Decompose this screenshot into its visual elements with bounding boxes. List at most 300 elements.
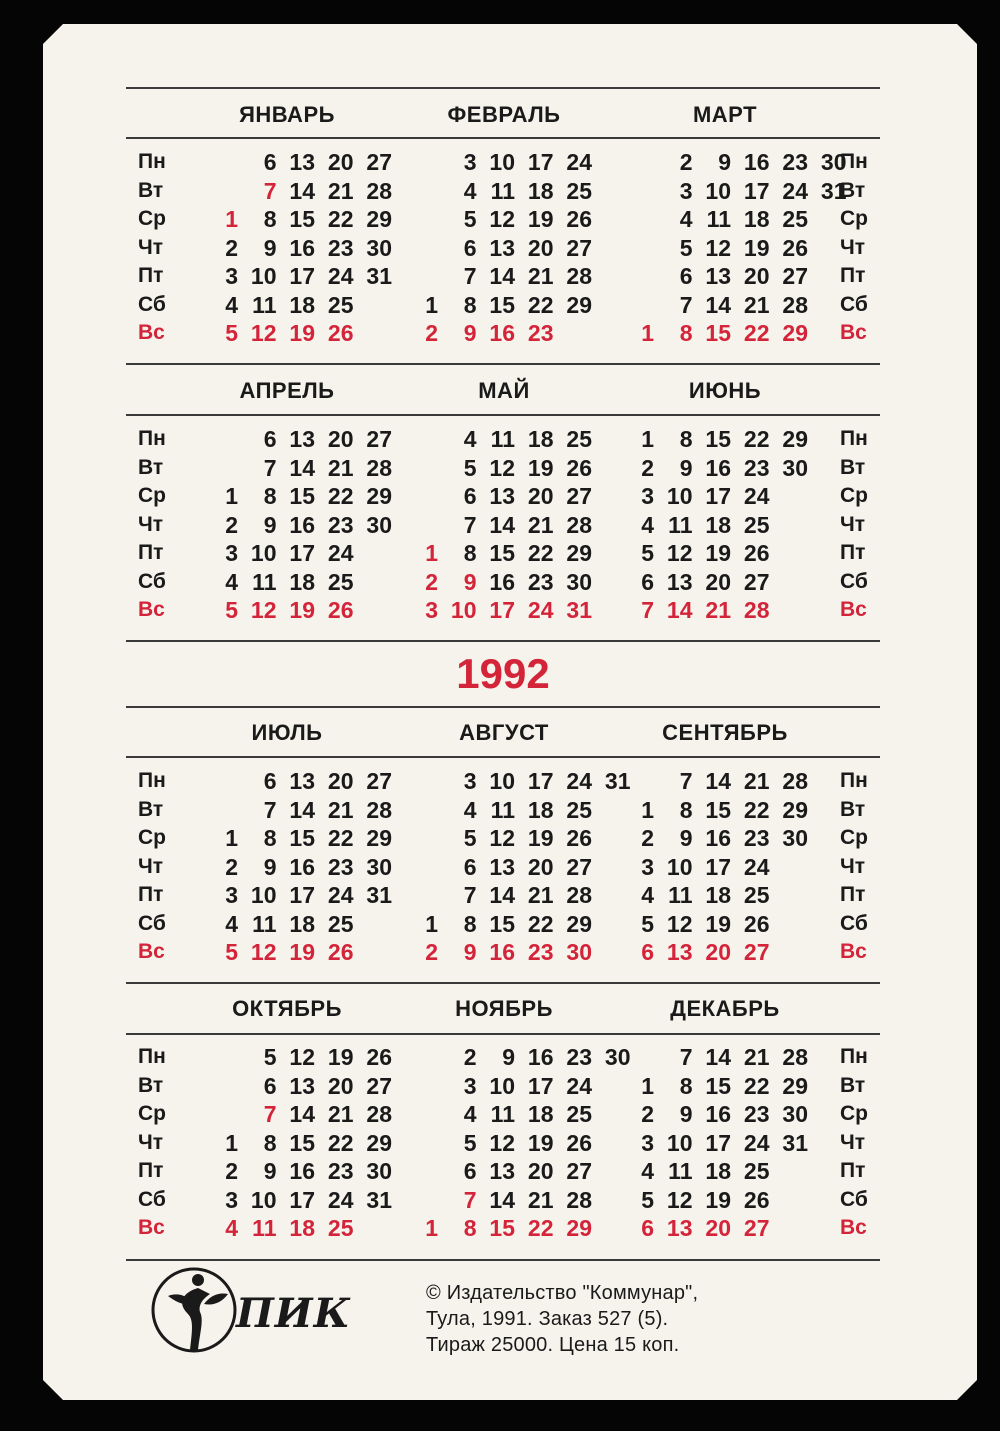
day-cell: 18 [527, 1101, 554, 1127]
day-cell: 25 [566, 796, 592, 823]
publisher-logo [148, 1262, 368, 1358]
divider-rule [126, 756, 880, 758]
day-cell: 5 [679, 234, 693, 261]
divider-rule [126, 982, 880, 984]
day-cell: 23 [782, 149, 808, 175]
day-cell: 15 [489, 540, 515, 566]
day-cell: 30 [782, 825, 808, 851]
day-cell: 28 [566, 1186, 592, 1213]
day-cell: 6 [641, 568, 654, 595]
month-name: АПРЕЛЬ [239, 378, 335, 403]
day-cell: 23 [743, 825, 770, 851]
publisher-line-2: Тула, 1991. Заказ 527 (5). [426, 1308, 669, 1330]
day-cell: 8 [679, 320, 693, 346]
day-cell: 14 [705, 1044, 731, 1070]
day-cell: 27 [366, 1072, 392, 1099]
weekday-right-5: Сб [840, 569, 868, 593]
day-cell: 14 [489, 263, 515, 289]
day-cell: 7 [463, 1186, 477, 1213]
weekday-left-1: Вт [138, 1073, 164, 1097]
day-cell: 29 [566, 910, 592, 937]
weekday-left-5: Сб [138, 911, 166, 935]
divider-rule [126, 706, 880, 708]
day-cell: 25 [743, 511, 770, 538]
day-cell: 29 [782, 1072, 808, 1099]
day-cell: 23 [566, 1044, 592, 1070]
day-cell: 21 [743, 291, 770, 318]
day-cell: 31 [782, 1129, 808, 1156]
day-cell: 20 [705, 1215, 731, 1241]
weekday-left-3: Чт [138, 1130, 164, 1154]
day-cell: 2 [641, 825, 654, 851]
day-cell: 2 [225, 1158, 238, 1184]
day-cell: 13 [666, 1215, 693, 1241]
weekday-right-5: Сб [840, 1187, 868, 1211]
day-cell: 23 [327, 853, 354, 880]
day-cell: 19 [527, 206, 554, 232]
divider-rule [126, 414, 880, 416]
day-cell: 25 [566, 426, 592, 452]
day-cell: 5 [225, 320, 238, 346]
day-cell: 9 [463, 320, 477, 346]
weekday-right-0: Пн [840, 1045, 868, 1068]
day-cell: 21 [705, 597, 731, 623]
day-cell: 2 [425, 320, 438, 346]
day-cell: 4 [463, 426, 477, 452]
day-cell: 5 [463, 454, 477, 481]
day-cell: 15 [289, 206, 315, 232]
day-cell: 18 [289, 1215, 315, 1241]
day-cell: 6 [263, 768, 277, 794]
day-cell: 30 [782, 1101, 808, 1127]
day-cell: 29 [566, 1215, 592, 1241]
day-cell: 12 [666, 1186, 693, 1213]
day-cell: 17 [289, 1186, 315, 1213]
day-cell: 22 [327, 206, 354, 232]
day-cell: 22 [743, 320, 770, 346]
weekday-right-2: Ср [840, 484, 868, 507]
day-cell: 29 [566, 291, 592, 318]
day-cell: 13 [489, 234, 515, 261]
day-cell: 8 [263, 1129, 277, 1156]
day-cell: 22 [743, 426, 770, 452]
day-cell: 19 [705, 1186, 731, 1213]
divider-rule [126, 1033, 880, 1035]
day-cell: 12 [489, 206, 515, 232]
day-cell: 27 [566, 234, 592, 261]
weekday-left-6: Вс [138, 1216, 165, 1239]
weekday-right-3: Чт [840, 854, 866, 878]
day-cell: 23 [527, 568, 554, 595]
day-cell: 17 [705, 1129, 731, 1156]
day-cell: 4 [225, 568, 238, 595]
day-cell: 29 [782, 320, 808, 346]
day-cell: 12 [489, 825, 515, 851]
weekday-left-0: Пн [138, 150, 166, 173]
weekday-right-2: Ср [840, 1102, 868, 1125]
weekday-right-6: Вс [840, 598, 867, 621]
day-cell: 18 [289, 910, 315, 937]
weekday-right-6: Вс [840, 1216, 867, 1239]
day-cell: 26 [743, 540, 770, 566]
day-cell: 1 [641, 796, 654, 823]
day-cell: 21 [527, 263, 554, 289]
day-cell: 13 [289, 768, 315, 794]
day-cell: 17 [705, 853, 731, 880]
day-cell: 10 [666, 853, 693, 880]
day-cell: 10 [666, 1129, 693, 1156]
day-cell: 19 [527, 1129, 554, 1156]
day-cell: 7 [679, 291, 693, 318]
day-cell: 3 [679, 177, 693, 204]
weekday-left-2: Ср [138, 1102, 166, 1125]
day-cell: 8 [263, 483, 277, 509]
day-cell: 18 [289, 568, 315, 595]
day-cell: 13 [705, 263, 731, 289]
day-cell: 23 [327, 1158, 354, 1184]
day-cell: 20 [327, 1072, 354, 1099]
day-cell: 21 [743, 1044, 770, 1070]
day-cell: 11 [706, 206, 731, 232]
day-cell: 2 [425, 568, 438, 595]
day-cell: 25 [566, 177, 592, 204]
divider-rule [126, 640, 880, 642]
day-cell: 20 [527, 1158, 554, 1184]
day-cell: 9 [463, 939, 477, 965]
day-cell: 29 [782, 796, 808, 823]
day-cell: 28 [782, 291, 808, 318]
day-cell: 16 [489, 568, 515, 595]
day-cell: 10 [250, 263, 277, 289]
day-cell: 20 [705, 568, 731, 595]
day-cell: 14 [705, 768, 731, 794]
day-cell: 23 [743, 1101, 770, 1127]
weekday-left-5: Сб [138, 1187, 166, 1211]
weekday-left-2: Ср [138, 484, 166, 507]
day-cell: 2 [225, 511, 238, 538]
day-cell: 26 [327, 939, 354, 965]
day-cell: 23 [743, 454, 770, 481]
day-cell: 1 [225, 825, 238, 851]
weekday-left-0: Пн [138, 769, 166, 792]
day-cell: 29 [366, 825, 392, 851]
weekday-right-1: Вт [840, 797, 866, 821]
day-cell: 23 [527, 320, 554, 346]
day-cell: 2 [463, 1044, 477, 1070]
day-cell: 19 [289, 597, 315, 623]
day-cell: 3 [641, 483, 654, 509]
day-cell: 18 [705, 511, 731, 538]
day-cell: 22 [527, 291, 554, 318]
day-cell: 9 [718, 149, 731, 175]
month-name: ЯНВАРЬ [239, 102, 335, 127]
day-cell: 5 [263, 1044, 277, 1070]
weekday-left-6: Вс [138, 940, 165, 963]
day-cell: 25 [782, 206, 808, 232]
day-cell: 24 [327, 882, 354, 908]
weekday-left-6: Вс [138, 598, 165, 621]
day-cell: 11 [668, 1158, 693, 1184]
day-cell: 8 [263, 825, 277, 851]
day-cell: 17 [527, 149, 554, 175]
day-cell: 26 [566, 825, 592, 851]
day-cell: 15 [489, 910, 515, 937]
day-cell: 12 [666, 910, 693, 937]
day-cell: 16 [289, 511, 315, 538]
day-cell: 14 [289, 177, 315, 204]
weekday-right-6: Вс [840, 940, 867, 963]
day-cell: 1 [641, 1072, 654, 1099]
day-cell: 18 [289, 291, 315, 318]
day-cell: 26 [566, 454, 592, 481]
day-cell: 20 [527, 234, 554, 261]
day-cell: 11 [668, 511, 693, 538]
day-cell: 7 [263, 177, 277, 204]
day-cell: 16 [705, 1101, 731, 1127]
day-cell: 27 [566, 1158, 592, 1184]
day-cell: 10 [705, 177, 731, 204]
day-cell: 6 [463, 483, 477, 509]
day-cell: 26 [782, 234, 808, 261]
day-cell: 28 [366, 796, 392, 823]
day-cell: 18 [527, 426, 554, 452]
day-cell: 21 [527, 511, 554, 538]
weekday-left-1: Вт [138, 455, 164, 479]
day-cell: 22 [527, 910, 554, 937]
day-cell: 21 [527, 882, 554, 908]
day-cell: 14 [666, 597, 693, 623]
day-cell: 12 [289, 1044, 315, 1070]
day-cell: 8 [463, 1215, 477, 1241]
weekday-right-2: Ср [840, 826, 868, 849]
day-cell: 13 [489, 853, 515, 880]
day-cell: 16 [289, 853, 315, 880]
day-cell: 19 [327, 1044, 354, 1070]
day-cell: 24 [327, 540, 354, 566]
month-name: ИЮНЬ [688, 378, 762, 403]
day-cell: 28 [366, 454, 392, 481]
day-cell: 13 [489, 483, 515, 509]
day-cell: 20 [527, 483, 554, 509]
day-cell: 15 [289, 483, 315, 509]
day-cell: 9 [263, 1158, 277, 1184]
day-cell: 4 [679, 206, 693, 232]
day-cell: 22 [743, 1072, 770, 1099]
day-cell: 11 [252, 568, 277, 595]
day-cell: 11 [252, 910, 277, 937]
day-cell: 28 [566, 882, 592, 908]
day-cell: 29 [566, 540, 592, 566]
day-cell: 7 [263, 1101, 277, 1127]
day-cell: 11 [668, 882, 693, 908]
day-cell: 2 [225, 234, 238, 261]
day-cell: 7 [679, 768, 693, 794]
day-cell: 8 [263, 206, 277, 232]
weekday-left-4: Пт [138, 1159, 164, 1182]
day-cell: 4 [225, 291, 238, 318]
day-cell: 12 [489, 454, 515, 481]
day-cell: 12 [705, 234, 731, 261]
day-cell: 3 [225, 1186, 238, 1213]
day-cell: 30 [366, 511, 392, 538]
day-cell: 22 [327, 825, 354, 851]
day-cell: 22 [327, 483, 354, 509]
day-cell: 11 [252, 1215, 277, 1241]
day-cell: 10 [250, 882, 277, 908]
day-cell: 29 [366, 483, 392, 509]
day-cell: 21 [327, 1101, 354, 1127]
day-cell: 15 [705, 320, 731, 346]
day-cell: 4 [225, 1215, 238, 1241]
day-cell: 3 [425, 597, 438, 623]
day-cell: 28 [566, 263, 592, 289]
day-cell: 19 [527, 454, 554, 481]
day-cell: 2 [225, 853, 238, 880]
day-cell: 28 [743, 597, 770, 623]
day-cell: 18 [705, 882, 731, 908]
weekday-left-4: Пт [138, 264, 164, 287]
weekday-right-0: Пн [840, 769, 868, 792]
day-cell: 8 [463, 910, 477, 937]
weekday-right-5: Сб [840, 911, 868, 935]
day-cell: 9 [263, 234, 277, 261]
day-cell: 17 [527, 1072, 554, 1099]
day-cell: 26 [327, 320, 354, 346]
day-cell: 13 [666, 568, 693, 595]
day-cell: 7 [463, 882, 477, 908]
day-cell: 31 [366, 882, 392, 908]
day-cell: 7 [263, 454, 277, 481]
weekday-left-2: Ср [138, 207, 166, 230]
day-cell: 11 [490, 426, 515, 452]
day-cell: 28 [782, 768, 808, 794]
month-name: МАРТ [692, 102, 758, 127]
day-cell: 25 [327, 1215, 354, 1241]
day-cell: 6 [641, 1215, 654, 1241]
day-cell: 10 [666, 483, 693, 509]
day-cell: 24 [566, 149, 592, 175]
day-cell: 26 [566, 1129, 592, 1156]
day-cell: 27 [366, 768, 392, 794]
day-cell: 15 [705, 1072, 731, 1099]
day-cell: 20 [327, 149, 354, 175]
day-cell: 5 [225, 597, 238, 623]
day-cell: 27 [782, 263, 808, 289]
day-cell: 15 [489, 1215, 515, 1241]
day-cell: 30 [566, 568, 592, 595]
weekday-right-5: Сб [840, 292, 868, 316]
day-cell: 25 [327, 910, 354, 937]
day-cell: 13 [666, 939, 693, 965]
day-cell: 4 [463, 796, 477, 823]
day-cell: 18 [743, 206, 770, 232]
day-cell: 23 [527, 939, 554, 965]
day-cell: 24 [743, 1129, 770, 1156]
day-cell: 6 [463, 1158, 477, 1184]
day-cell: 6 [263, 149, 277, 175]
day-cell: 12 [489, 1129, 515, 1156]
day-cell: 1 [225, 483, 238, 509]
divider-rule [126, 137, 880, 139]
month-name: АВГУСТ [459, 720, 549, 745]
day-cell: 12 [250, 939, 277, 965]
day-cell: 27 [743, 939, 770, 965]
day-cell: 10 [250, 540, 277, 566]
day-cell: 9 [502, 1044, 515, 1070]
day-cell: 9 [263, 511, 277, 538]
day-cell: 5 [463, 1129, 477, 1156]
weekday-right-1: Вт [840, 1073, 866, 1097]
day-cell: 13 [289, 1072, 315, 1099]
day-cell: 10 [250, 1186, 277, 1213]
day-cell: 22 [527, 1215, 554, 1241]
day-cell: 4 [225, 910, 238, 937]
day-cell: 31 [566, 597, 592, 623]
month-name: ДЕКАБРЬ [670, 996, 780, 1021]
day-cell: 21 [327, 177, 354, 204]
day-cell: 8 [679, 426, 693, 452]
day-cell: 20 [327, 768, 354, 794]
day-cell: 5 [463, 206, 477, 232]
day-cell: 15 [289, 1129, 315, 1156]
day-cell: 8 [679, 1072, 693, 1099]
day-cell: 2 [641, 1101, 654, 1127]
day-cell: 3 [641, 853, 654, 880]
day-cell: 3 [641, 1129, 654, 1156]
day-cell: 16 [705, 825, 731, 851]
day-cell: 19 [705, 540, 731, 566]
day-cell: 6 [263, 426, 277, 452]
month-name: МАЙ [478, 378, 530, 403]
day-cell: 14 [489, 1186, 515, 1213]
day-cell: 11 [252, 291, 277, 318]
day-cell: 9 [679, 454, 693, 481]
day-cell: 16 [705, 454, 731, 481]
day-cell: 17 [743, 177, 770, 204]
day-cell: 27 [366, 426, 392, 452]
weekday-right-1: Вт [840, 455, 866, 479]
weekday-left-3: Чт [138, 235, 164, 259]
day-cell: 9 [263, 853, 277, 880]
day-cell: 16 [289, 234, 315, 261]
day-cell: 28 [366, 1101, 392, 1127]
weekday-left-6: Вс [138, 321, 165, 344]
weekday-right-3: Чт [840, 512, 866, 536]
day-cell: 25 [327, 568, 354, 595]
day-cell: 27 [566, 483, 592, 509]
day-cell: 18 [527, 796, 554, 823]
day-cell: 1 [425, 910, 438, 937]
weekday-left-2: Ср [138, 826, 166, 849]
day-cell: 9 [679, 825, 693, 851]
day-cell: 24 [527, 597, 554, 623]
day-cell: 2 [641, 454, 654, 481]
day-cell: 4 [641, 1158, 654, 1184]
day-cell: 25 [743, 1158, 770, 1184]
day-cell: 14 [289, 1101, 315, 1127]
day-cell: 2 [425, 939, 438, 965]
day-cell: 16 [743, 149, 770, 175]
day-cell: 24 [327, 263, 354, 289]
day-cell: 29 [366, 206, 392, 232]
day-cell: 20 [527, 853, 554, 880]
day-cell: 30 [782, 454, 808, 481]
day-cell: 16 [527, 1044, 554, 1070]
publisher-line-1: © Издательство "Коммунар", [426, 1282, 699, 1304]
day-cell: 30 [566, 939, 592, 965]
day-cell: 11 [490, 1101, 515, 1127]
day-cell: 1 [225, 206, 238, 232]
